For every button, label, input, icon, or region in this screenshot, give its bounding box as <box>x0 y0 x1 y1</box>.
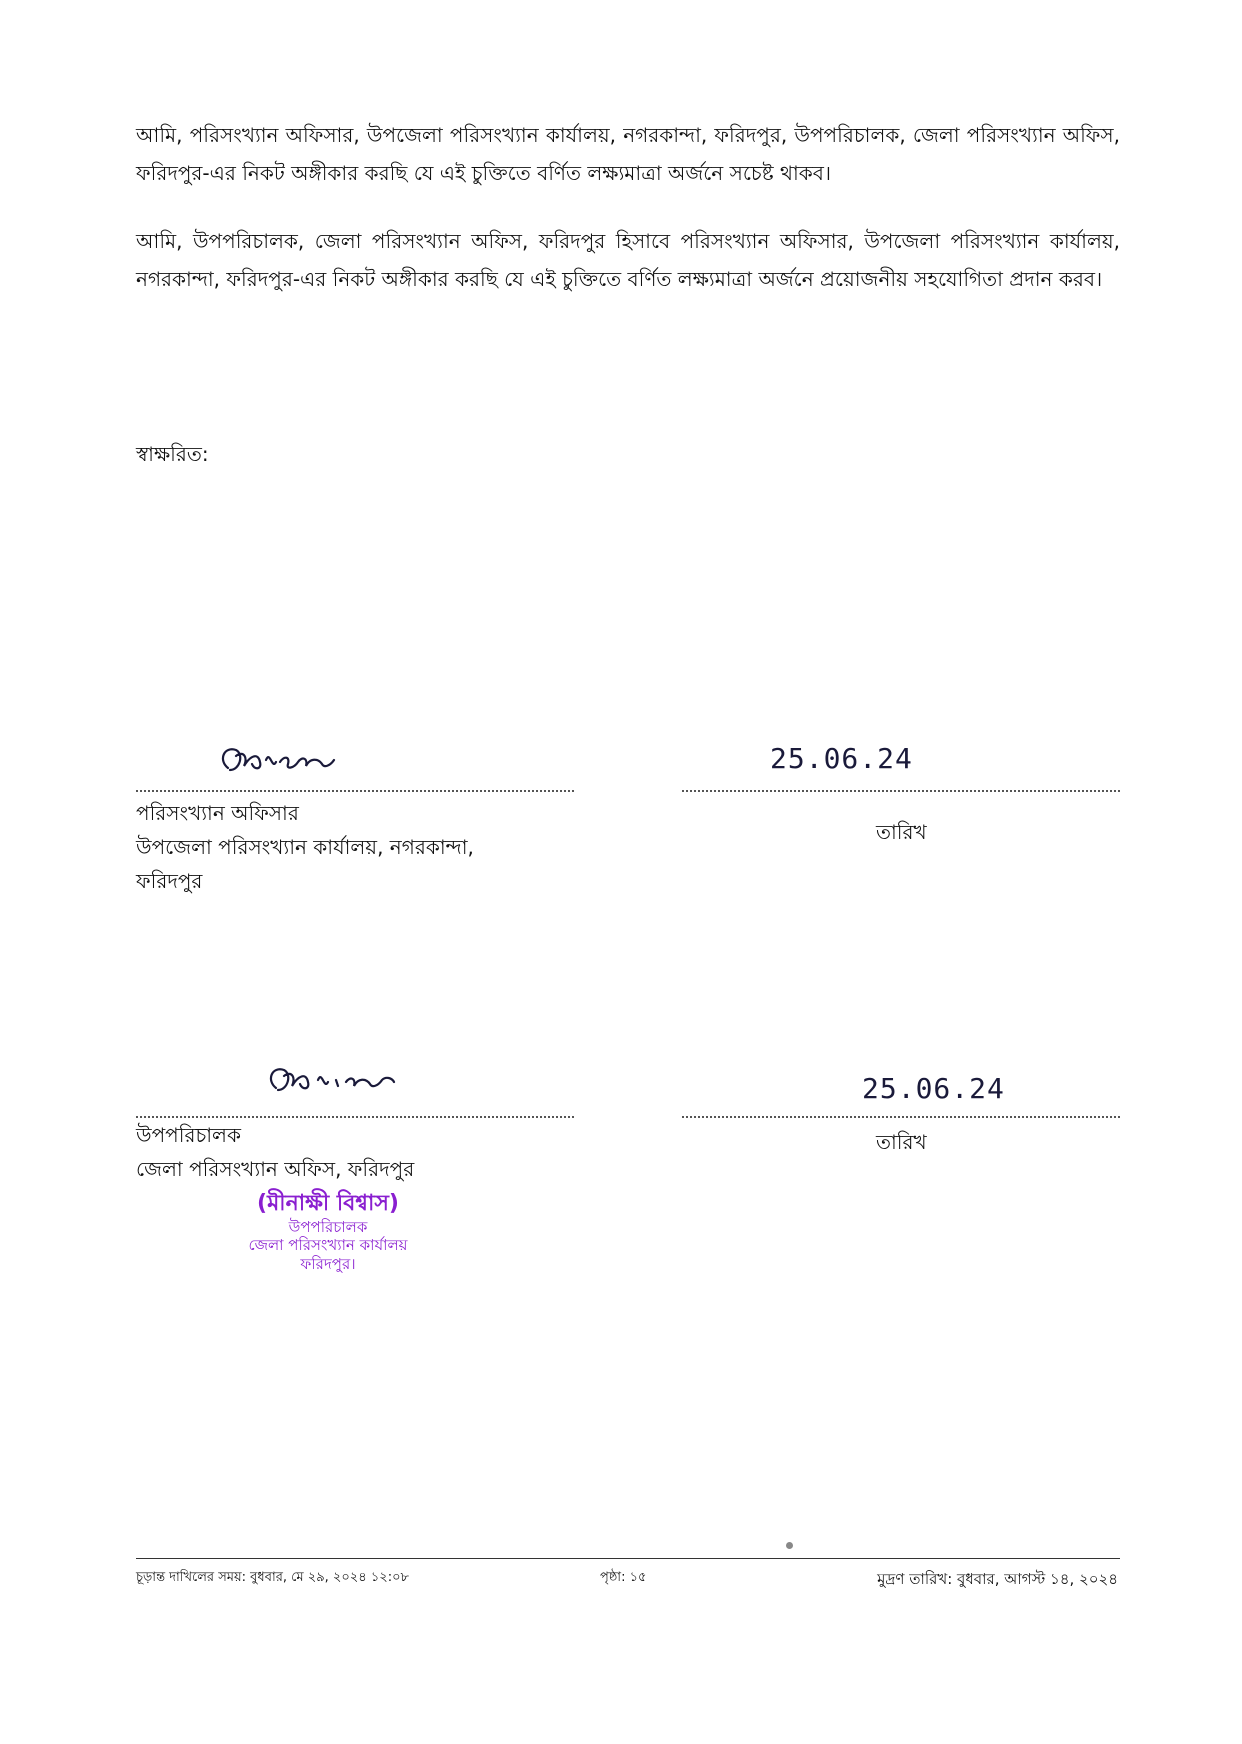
officer-title-line3: ফরিদপুর <box>136 869 203 893</box>
footer-page-number: পৃষ্ঠা: ১৫ <box>600 1570 647 1585</box>
commitment-paragraph-officer: আমি, পরিসংখ্যান অফিসার, উপজেলা পরিসংখ্যান কার্যালয়, নগরকান্দা, ফরিদপুর, উপপরিচালক, জেলা পরিসংখ্যান অফিস, ফরিদপুর-এর নিকট অঙ্গীকার করছি যে এই চুক্তিতে বর্ণিত লক্ষ্যমাত্রা অর্জনে সচেষ্ট থাকব। <box>136 123 1120 185</box>
stamp-district: ফরিদপুর। <box>300 1255 356 1273</box>
scan-speck <box>786 1542 793 1549</box>
date-deputy-director: 25.06.24 <box>862 1072 1005 1105</box>
stamp-office: জেলা পরিসংখ্যান কার্যালয় <box>248 1236 408 1255</box>
stamp-designation: উপপরিচালক <box>288 1217 368 1236</box>
date-line-officer <box>682 790 1120 792</box>
signature-officer <box>214 740 344 784</box>
commitment-paragraph-deputy-director: আমি, উপপরিচালক, জেলা পরিসংখ্যান অফিস, ফরিদপুর হিসাবে পরিসংখ্যান অফিসার, উপজেলা পরিসংখ্যান কার্যালয়, নগরকান্দা, ফরিদপুর-এর নিকট অঙ্গীকার করছি যে এই চুক্তিতে বর্ণিত লক্ষ্যমাত্রা অর্জনে প্রয়োজনীয় সহযোগিতা প্রদান করব। <box>136 229 1120 291</box>
date-caption-officer: তারিখ <box>876 820 927 844</box>
deputy-director-title <box>136 1118 414 1186</box>
date-line-deputy-director <box>682 1116 1120 1118</box>
footer-submission-time: চূড়ান্ত দাখিলের সময়: বুধবার, মে ২৯, ২০২৪ ১২:০৮ <box>136 1570 409 1585</box>
signed-label: স্বাক্ষরিত: <box>136 442 209 466</box>
deputy-director-title-line2: জেলা পরিসংখ্যান অফিস, ফরিদপুর <box>136 1157 415 1181</box>
footer-print-date: মুদ্রণ তারিখ: বুধবার, আগস্ট ১৪, ২০২৪ <box>877 1570 1118 1588</box>
officer-title <box>136 796 474 898</box>
footer-rule <box>136 1558 1120 1559</box>
date-officer: 25.06.24 <box>770 742 913 775</box>
deputy-director-title-line1: উপপরিচালক <box>136 1123 241 1147</box>
date-caption-deputy-director: তারিখ <box>876 1130 927 1154</box>
official-seal-stamp <box>218 1190 438 1274</box>
officer-title-line2: উপজেলা পরিসংখ্যান কার্যালয়, নগরকান্দা, <box>136 835 474 859</box>
signature-line-officer <box>136 790 574 792</box>
officer-title-line1: পরিসংখ্যান অফিসার <box>136 801 299 825</box>
stamp-name: (মীনাক্ষী বিশ্বাস) <box>257 1191 399 1216</box>
signature-deputy-director <box>262 1060 412 1104</box>
